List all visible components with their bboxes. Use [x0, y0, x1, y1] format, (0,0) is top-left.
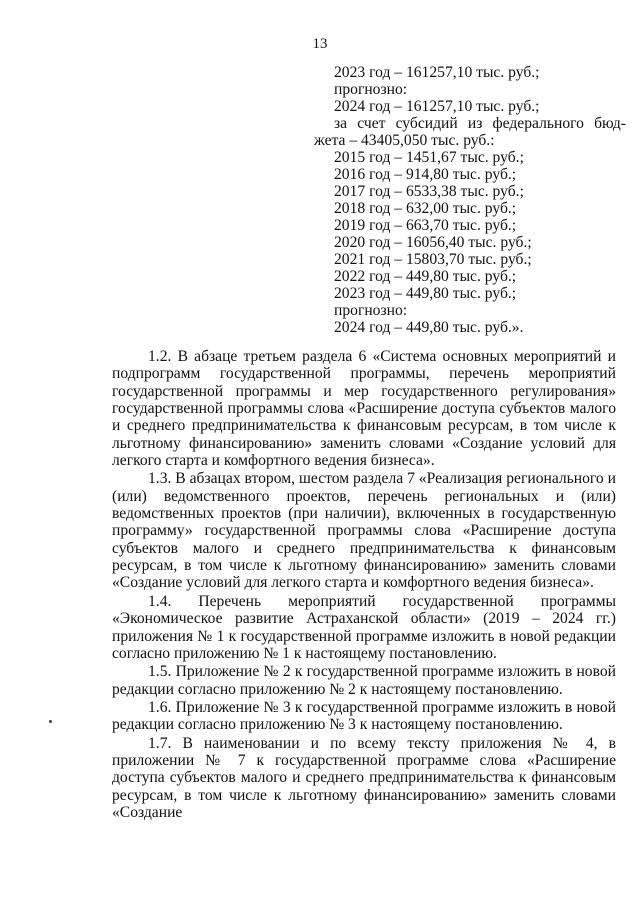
paragraph-1-7: 1.7. В наименовании и по всему тексту приложения № 4, в приложении № 7 к государственной программе слова «Расширение доступа субъектов малого и среднего предпринимательства к финансовым ресурсам, в том числе к льготному финансированию» заменить словами «Создание — [112, 734, 616, 821]
funding-line: 2017 год – 6533,38 тыс. руб.; — [334, 183, 524, 200]
funding-line: 2022 год – 449,80 тыс. руб.; — [334, 268, 517, 285]
paragraph-1-2: 1.2. В абзаце третьем раздела 6 «Система основных мероприятий и подпрограмм государственной программы, перечень мероприятий государственной программы и мер государственного регулирования» государственной программы слова «Расширение доступа субъектов малого и среднего предпринимательства к финансовым ресурсам, в том числе к льготному финансированию» заменить словами «Создание условий для легкого старта и комфортного ведения бизнеса». — [112, 348, 616, 470]
funding-block — [314, 64, 626, 336]
paragraph-1-5: 1.5. Приложение № 2 к государственной программе изложить в новой редакции согласно приложению № 2 к настоящему постановлению. — [112, 663, 616, 698]
document-body — [112, 348, 616, 822]
funding-line: 2024 год – 449,80 тыс. руб.». — [334, 319, 524, 336]
paragraph-1-3: 1.3. В абзацах втором, шестом раздела 7 «Реализация регионального и (или) ведомственного проектов, перечень региональных и (или) ведомственных проектов (при наличии), включенных в государственную программу» государственной программы слова «Расширение доступа субъектов малого и среднего предпринимательства к финансовым ресурсам, в том числе к льготному финансированию» заменить словами «Создание условий для легкого старта и комфортного ведения бизнеса». — [112, 470, 616, 592]
page-number: 13 — [312, 36, 328, 52]
funding-line: 2016 год – 914,80 тыс. руб.; — [334, 166, 517, 183]
federal-subsidy-total: жета – 43405,050 тыс. руб.: — [314, 132, 495, 149]
funding-line: 2021 год – 15803,70 тыс. руб.; — [334, 251, 532, 268]
funding-line: 2024 год – 161257,10 тыс. руб.; — [334, 98, 540, 115]
scan-speck — [49, 720, 52, 723]
funding-line: прогнозно: — [334, 302, 408, 319]
funding-line: 2023 год – 449,80 тыс. руб.; — [334, 285, 517, 302]
funding-line: 2020 год – 16056,40 тыс. руб.; — [334, 234, 532, 251]
funding-line: прогнозно: — [334, 81, 408, 98]
federal-subsidy-line: за счет субсидий из федерального бюд- — [334, 115, 626, 132]
funding-line: 2019 год – 663,70 тыс. руб.; — [334, 217, 517, 234]
funding-line: 2015 год – 1451,67 тыс. руб.; — [334, 149, 524, 166]
funding-line: 2023 год – 161257,10 тыс. руб.; — [334, 64, 540, 81]
funding-line: 2018 год – 632,00 тыс. руб.; — [334, 200, 517, 217]
paragraph-1-6: 1.6. Приложение № 3 к государственной программе изложить в новой редакции согласно приложению № 3 к настоящему постановлению. — [112, 698, 616, 734]
paragraph-1-4: 1.4. Перечень мероприятий государственной программы «Экономическое развитие Астраханской области» (2019 – 2024 гг.) приложения № 1 к государственной программе изложить в новой редакции согласно приложению № 1 к настоящему постановлению. — [112, 592, 616, 662]
